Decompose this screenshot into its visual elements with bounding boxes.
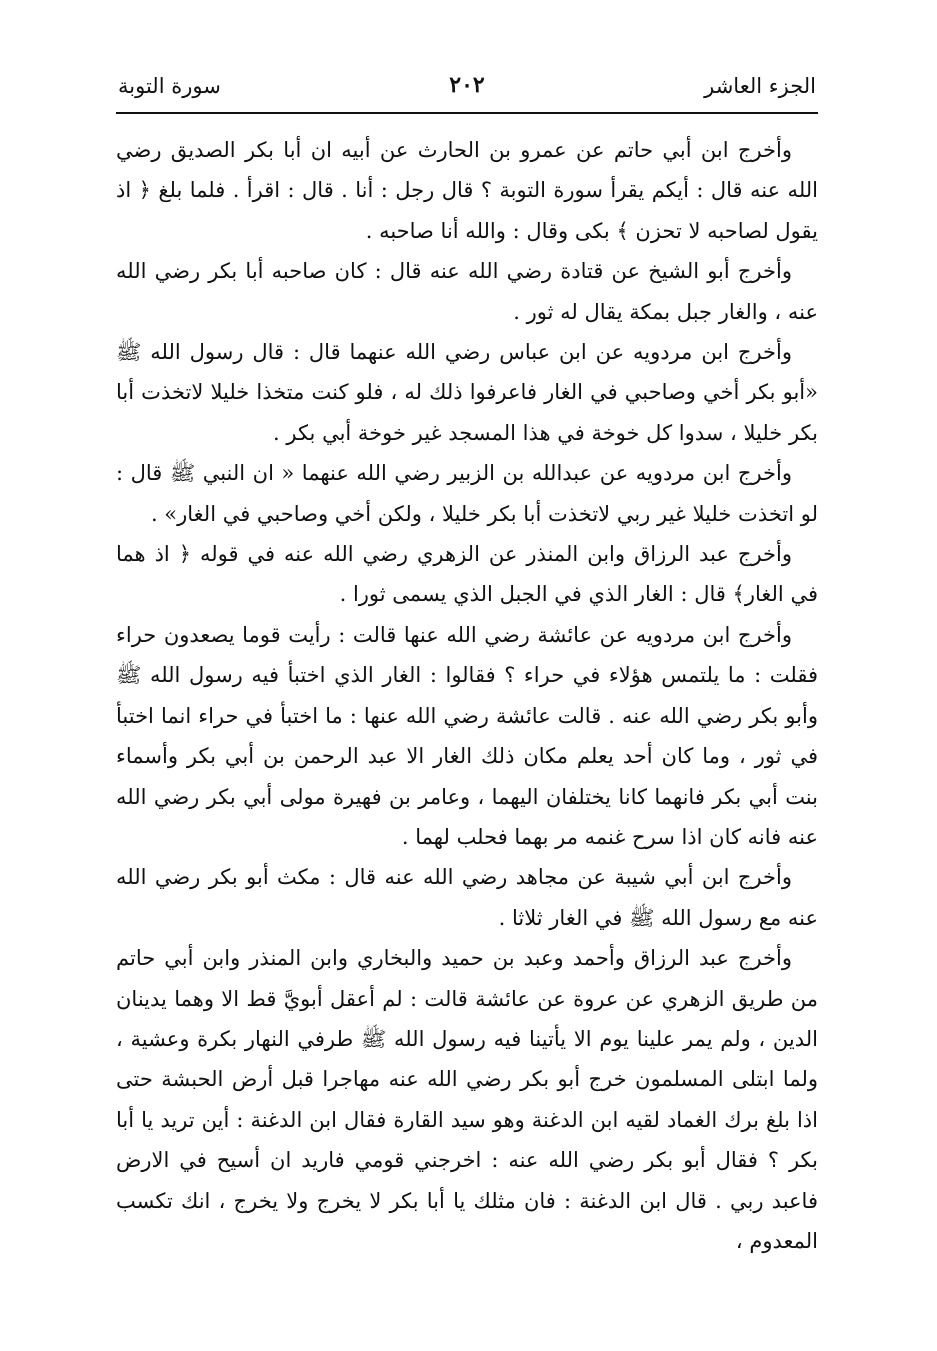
paragraph: وأخرج عبد الرزاق وأحمد وعبد بن حميد والبخاري وابن المنذر وابن أبي حاتم من طريق الزهري عن عروة عن عائشة قالت : لم أعقل أبويَّ قط الا وهما يدينان الدين ، ولم يمر علينا يوم الا يأتينا فيه رسول الله ﷺ طرفي النهار بكرة وعشية ، ولما ابتلى المسلمون خرج أبو بكر رضي الله عنه مهاجرا قبل أرض الحبشة حتى اذا بلغ برك الغماد لقيه ابن الدغنة وهو سيد القارة فقال ابن الدغنة : أين تريد يا أبا بكر ؟ فقال أبو بكر رضي الله عنه : اخرجني قومي فاريد ان أسيح في الارض فاعبد ربي . قال ابن الدغنة : فان مثلك يا أبا بكر لا يخرج ولا يخرج ، انك تكسب المعدوم ، [116, 946, 818, 1253]
paragraph: وأخرج عبد الرزاق وابن المنذر عن الزهري رضي الله عنه في قوله ﴿ اذ هما في الغار﴾ قال : الغار الذي في الجبل الذي يسمى ثورا . [116, 542, 818, 607]
paragraph: وأخرج ابن أبي حاتم عن عمرو بن الحارث عن أبيه ان أبا بكر الصديق رضي الله عنه قال : أيكم يقرأ سورة التوبة ؟ قال رجل : أنا . قال : اقرأ . فلما بلغ ﴿ اذ يقول لصاحبه لا تحزن ﴾ بكى وقال : والله أنا صاحبه . [116, 138, 818, 243]
surah-title: سورة التوبة [118, 74, 221, 98]
part-title: الجزء العاشر [704, 74, 816, 98]
paragraph: وأخرج أبو الشيخ عن قتادة رضي الله عنه قال : كان صاحبه أبا بكر رضي الله عنه ، والغار جبل بمكة يقال له ثور . [116, 259, 818, 324]
book-page [116, 60, 818, 1261]
page-header [116, 60, 818, 114]
paragraph: وأخرج ابن مردويه عن عبدالله بن الزبير رضي الله عنهما « ان النبي ﷺ قال : لو اتخذت خليلا غير ربي لاتخذت أبا بكر خليلا ، ولكن أخي وصاحبي في الغار» . [116, 461, 818, 526]
page-number: ٢٠٢ [449, 72, 485, 98]
paragraph: وأخرج ابن أبي شيبة عن مجاهد رضي الله عنه قال : مكث أبو بكر رضي الله عنه مع رسول الله ﷺ في الغار ثلاثا . [116, 865, 818, 930]
paragraph: وأخرج ابن مردويه عن عائشة رضي الله عنها قالت : رأيت قوما يصعدون حراء فقلت : ما يلتمس هؤلاء في حراء ؟ فقالوا : الغار الذي اختبأ فيه رسول الله ﷺ وأبو بكر رضي الله عنه . قالت عائشة رضي الله عنها : ما اختبأ في حراء انما اختبأ في ثور ، وما كان أحد يعلم مكان ذلك الغار الا عبد الرحمن بن أبي بكر وأسماء بنت أبي بكر فانهما كانا يختلفان اليهما ، وعامر بن فهيرة مولى أبي بكر رضي الله عنه فانه كان اذا سرح غنمه مر بهما فحلب لهما . [116, 622, 818, 849]
paragraph: وأخرج ابن مردويه عن ابن عباس رضي الله عنهما قال : قال رسول الله ﷺ «أبو بكر أخي وصاحبي في الغار فاعرفوا ذلك له ، فلو كنت متخذا خليلا لاتخذت أبا بكر خليلا ، سدوا كل خوخة في هذا المسجد غير خوخة أبي بكر . [116, 340, 818, 445]
page-body [116, 130, 818, 1261]
